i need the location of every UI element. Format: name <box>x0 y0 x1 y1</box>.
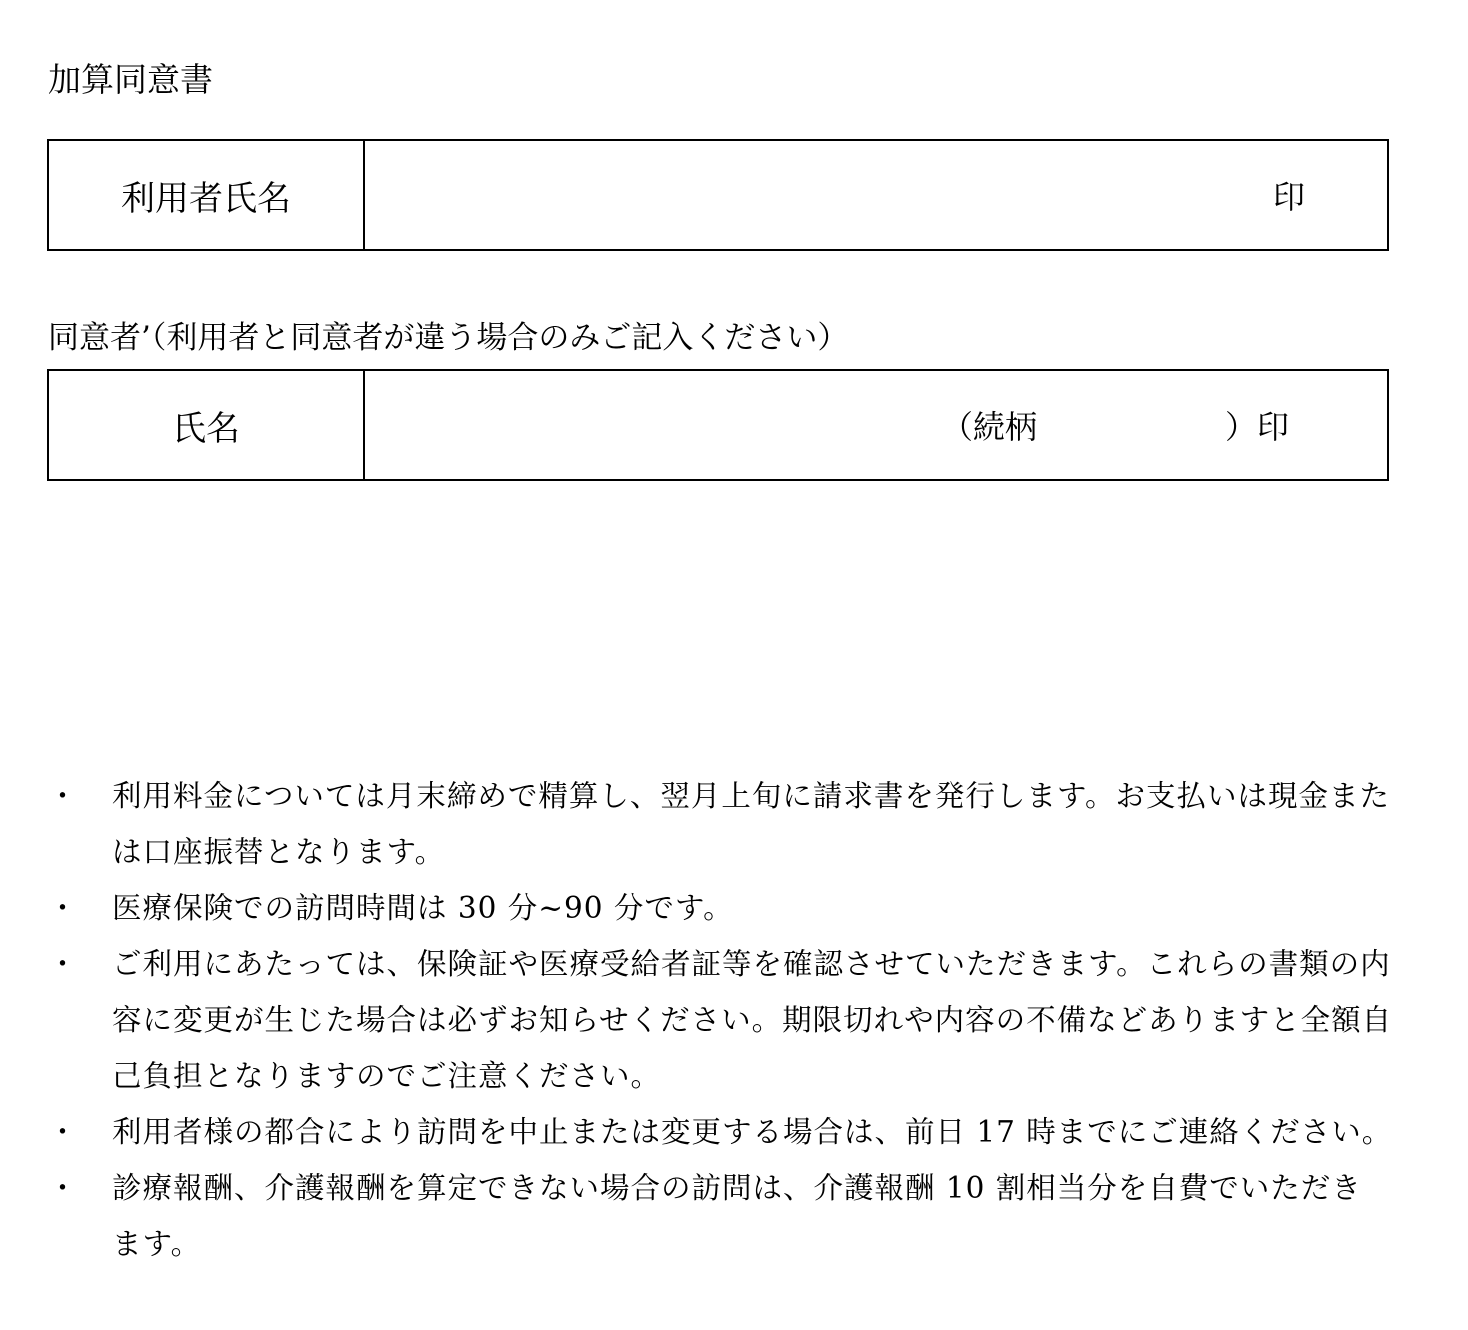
bullet-icon: ・ <box>48 779 79 813</box>
note-line: 医療保険での訪問時間は 30 分~90 分です。 <box>112 891 734 925</box>
consenter-name-field[interactable] <box>365 371 1387 479</box>
note-item-insurance-check <box>40 936 1393 1104</box>
note-line: は口座振替となります。 <box>112 835 446 869</box>
user-name-label: 利用者氏名 <box>49 141 365 249</box>
consenter-caption: 同意者’（利用者と同意者が違う場合のみご記入ください） <box>48 320 849 356</box>
note-item-self-pay <box>40 1160 1390 1272</box>
note-line: ます。 <box>112 1227 202 1261</box>
bullet-icon: ・ <box>48 947 79 981</box>
consenter-name-label: 氏名 <box>49 371 365 479</box>
consenter-name-table <box>47 369 1389 481</box>
bullet-icon: ・ <box>48 1115 79 1149</box>
relationship-label: （続柄 <box>941 408 1038 446</box>
note-line: ご利用にあたっては、保険証や医療受給者証等を確認させていただきます。これらの書類の内 <box>112 947 1391 981</box>
note-line: 利用者様の都合により訪問を中止または変更する場合は、前日 17 時までにご連絡ください。 <box>112 1115 1393 1149</box>
document-title: 加算同意書 <box>48 60 213 99</box>
note-item-cancellation <box>40 1104 1393 1160</box>
user-name-field[interactable] <box>365 141 1387 249</box>
user-name-table <box>47 139 1389 251</box>
consenter-seal-mark: ）印 <box>1225 408 1290 446</box>
note-item-visit-time <box>40 880 1390 936</box>
user-seal-mark: 印 <box>1273 178 1306 216</box>
bullet-icon: ・ <box>48 1171 79 1205</box>
note-line: 利用料金については月末締めで精算し、翌月上旬に請求書を発行します。お支払いは現金また <box>112 779 1391 813</box>
notes-list <box>40 768 1393 1272</box>
note-line: 診療報酬、介護報酬を算定できない場合の訪問は、介護報酬 10 割相当分を自費でいただき <box>112 1171 1362 1205</box>
note-item-billing <box>40 768 1390 880</box>
note-line: 己負担となりますのでご注意ください。 <box>112 1059 662 1093</box>
note-line: 容に変更が生じた場合は必ずお知らせください。期限切れや内容の不備などありますと全額自 <box>112 1003 1393 1037</box>
bullet-icon: ・ <box>48 891 79 925</box>
